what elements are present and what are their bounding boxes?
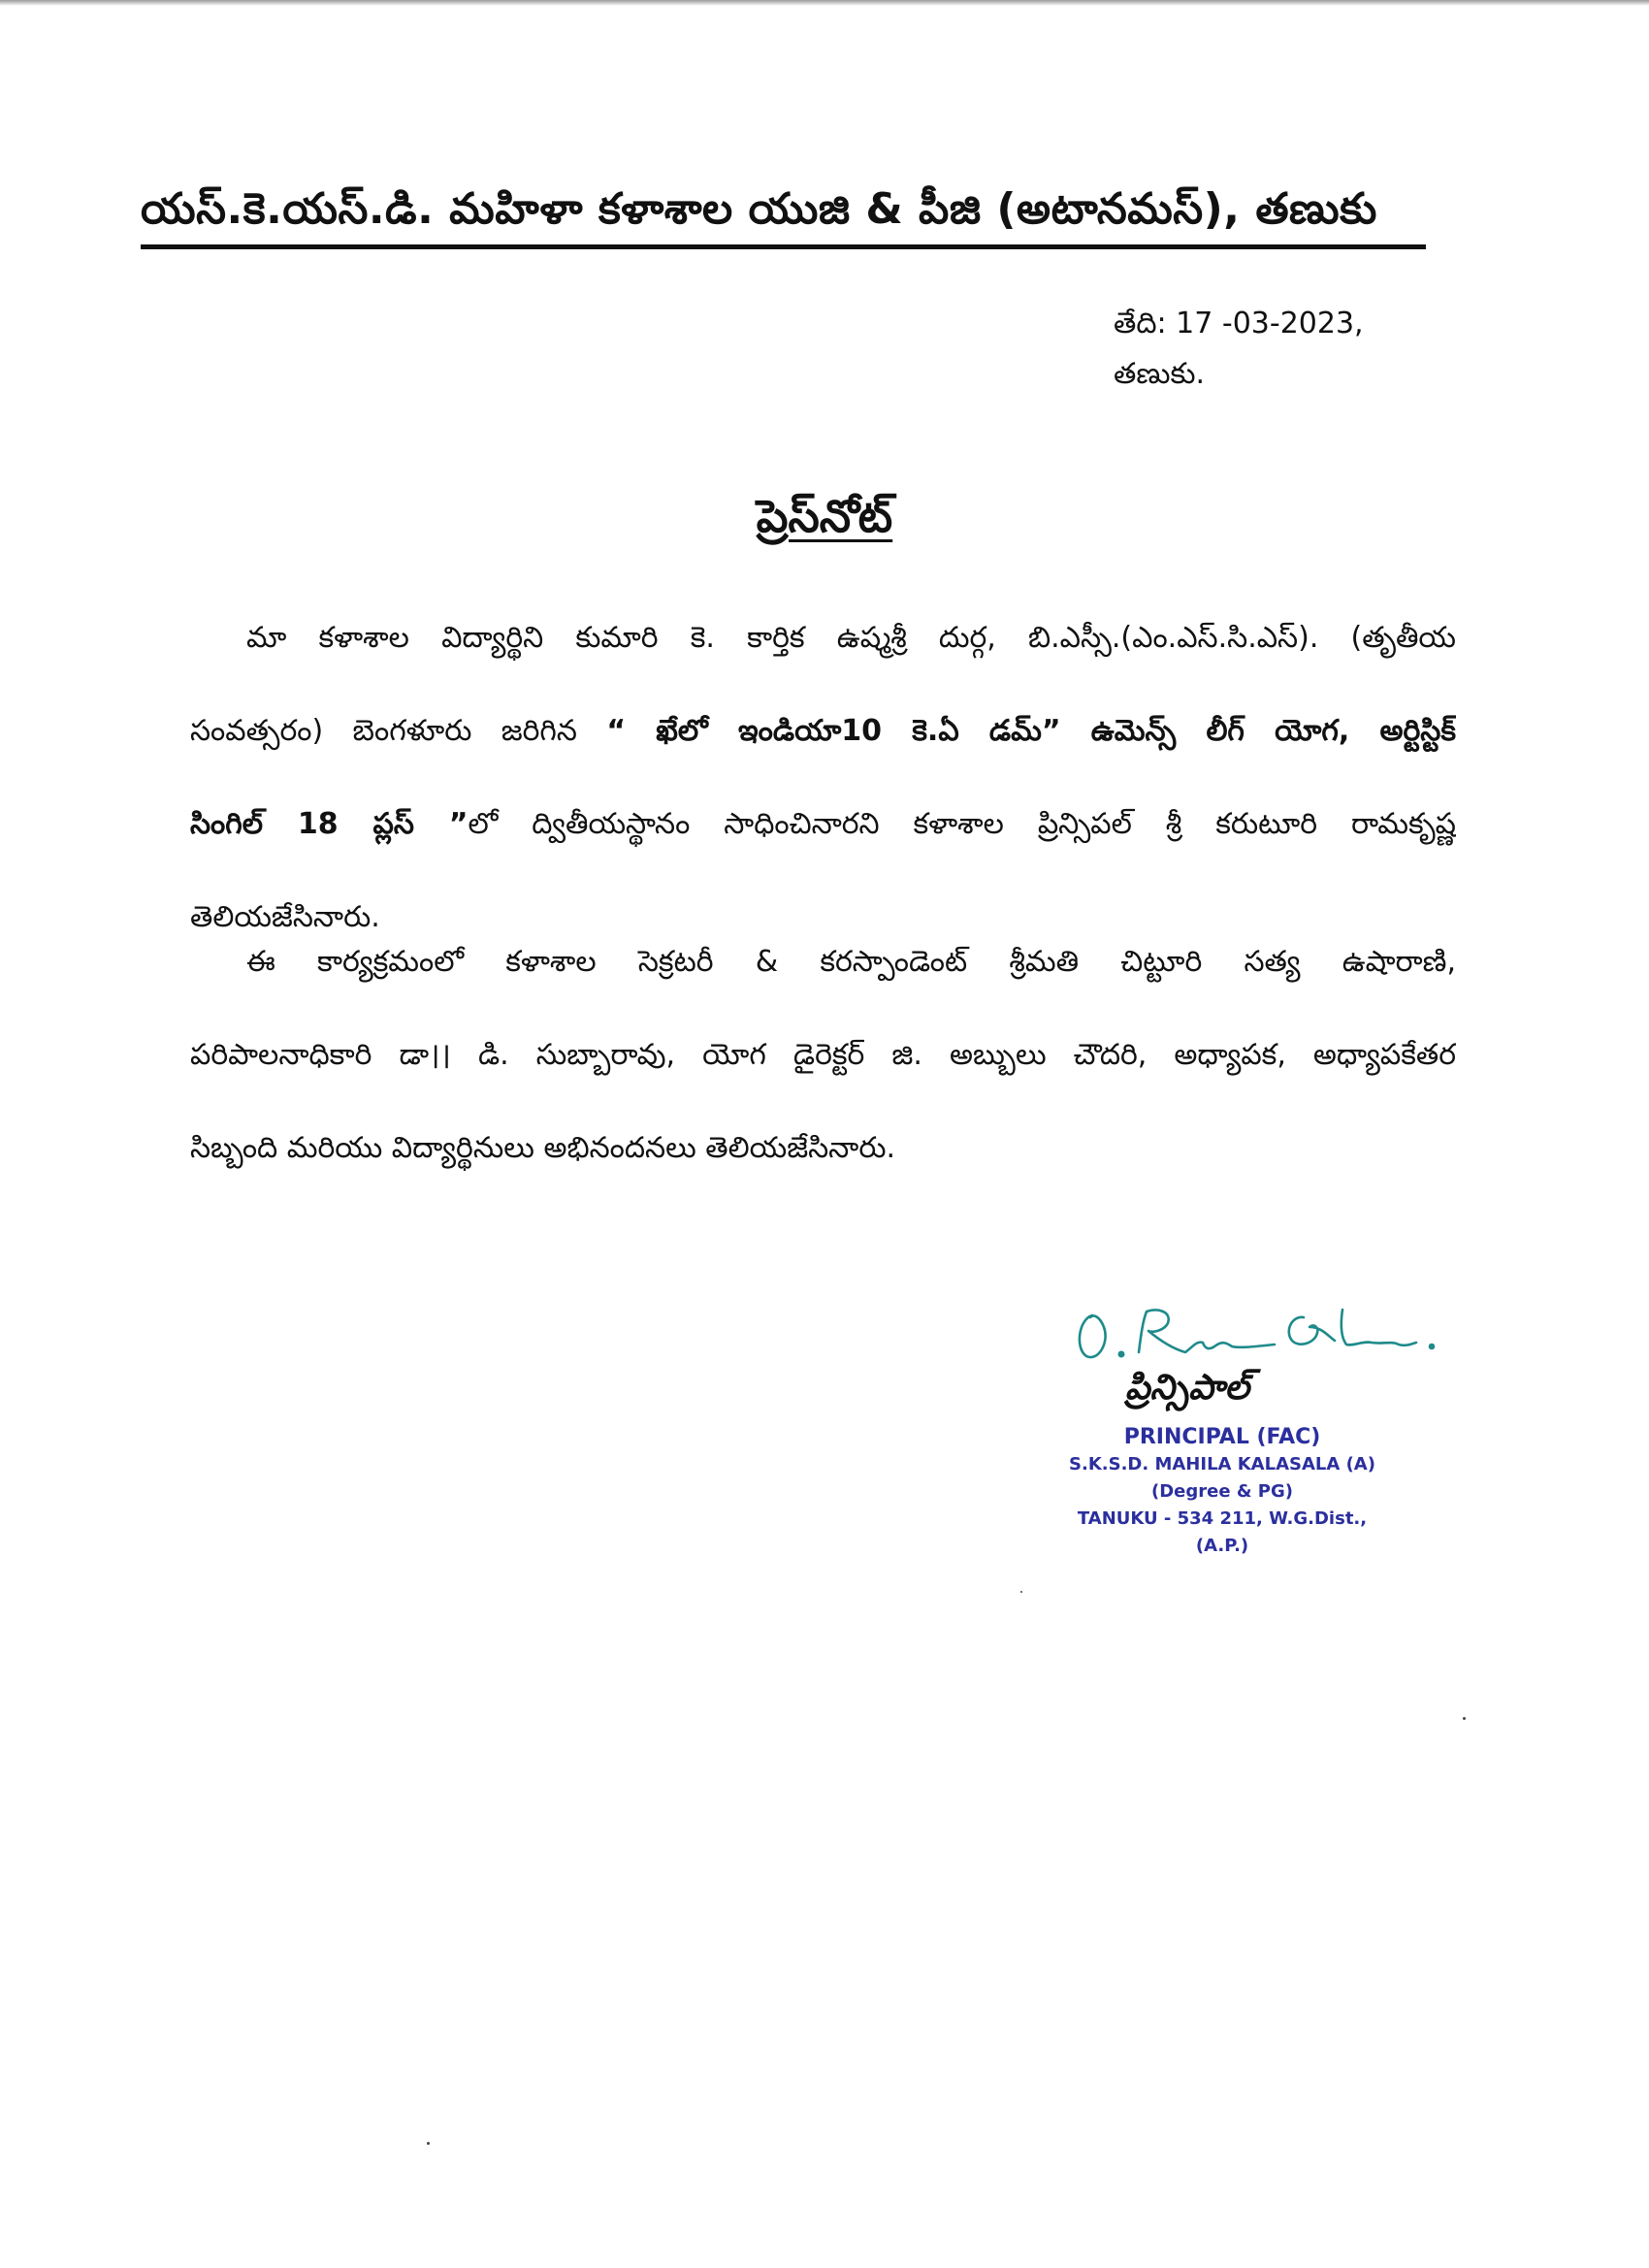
date-block [1114,299,1364,400]
paragraph-2-line-3: సిబ్బంది మరియు విద్యార్థినులు అభినందనలు తెలియజేసినారు. [190,1131,896,1165]
scan-edge [0,0,1649,6]
date-text: తేది: 17 -03-2023, [1114,307,1364,340]
principal-stamp [1057,1424,1387,1560]
paragraph-1-line-3 [190,795,1456,889]
event-name-bold: “ ఖేలో ఇండియా10 కె.ఏ డమ్” ఉమెన్స్ లీగ్ యోగ, అర్టిస్టిక్ [606,714,1456,748]
paragraph-1-line-2 [190,702,1456,795]
stamp-line-1: PRINCIPAL (FAC) [1123,1425,1321,1449]
scan-speck [427,2142,430,2145]
stamp-line-2: S.K.S.D. MAHILA KALASALA (A) [1069,1454,1375,1474]
principal-signature [1071,1298,1439,1370]
paragraph-1-line-3-rest: లో ద్వితీయస్థానం సాధించినారని కళాశాల ప్రిన్సిపల్ శ్రీ కరుటూరి రామకృష్ణ [468,807,1456,841]
paragraph-2-line-1: ఈ కార్యక్రమంలో కళాశాల సెక్రటరీ & కరస్పాండెంట్ శ్రీమతి చిట్టూరి సత్య ఉషారాణి, [246,945,1456,979]
paragraph-2 [190,933,1456,1213]
paragraph-1 [190,609,1456,982]
category-bold: సింగిల్ 18 ప్లస్ ” [190,807,469,841]
college-header: యస్.కె.యస్.డి. మహిళా కళాశాల యుజి & పీజి (అటానమస్), తణుకు [141,175,1426,249]
scan-speck [1463,1717,1466,1720]
press-note-title [0,485,1649,547]
place-text: తణుకు. [1114,357,1206,391]
press-note-title-text: ప్రెస్‌నోట్ [756,490,893,542]
scan-speck [1020,1591,1022,1593]
paragraph-2-line-2: పరిపాలనాధికారి డా।। డి. సుబ్బారావు, యోగ డైరెక్టర్ జి. అబ్బులు చౌదరి, అధ్యాపక, అధ్యాపకేతర [190,1038,1456,1072]
stamp-line-4: TANUKU - 534 211, W.G.Dist., (A.P.) [1077,1508,1368,1556]
stamp-line-3: (Degree & PG) [1151,1481,1293,1502]
principal-label: ప్రిన్సిపాల్ [1125,1368,1249,1408]
paragraph-1-line-1: మా కళాశాల విద్యార్థిని కుమారి కె. కార్తిక ఉష్మశ్రీ దుర్గ, బి.ఎస్సీ.(ఎం.ఎస్.సి.ఎస్). (తృతీయ [246,621,1456,655]
paragraph-1-line-4: తెలియజేసినారు. [190,900,380,934]
paragraph-1-line-2-start: సంవత్సరం) బెంగళూరు జరిగిన [190,714,577,748]
